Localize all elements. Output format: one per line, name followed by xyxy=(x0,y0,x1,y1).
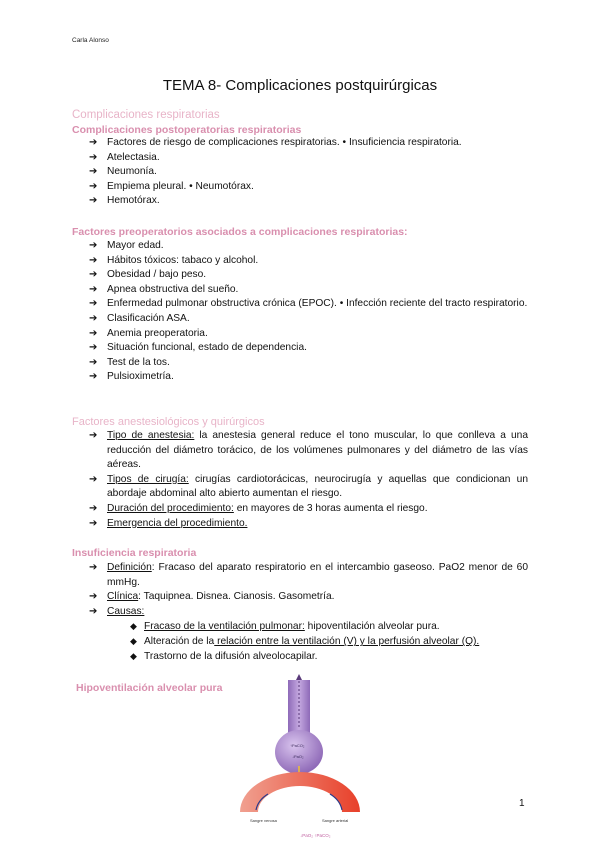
list-item: ➔ Hemotórax. xyxy=(72,194,528,209)
list-item xyxy=(72,634,528,649)
item-label: Definición xyxy=(107,562,152,573)
alveolus-co2-label: ↑PaCO₂ xyxy=(290,743,305,748)
item-label: Tipos de cirugía: xyxy=(107,473,189,485)
item-label: Clínica xyxy=(107,591,139,603)
section-heading: Insuficiencia respiratoria xyxy=(72,547,197,559)
list-item: ➔ Situación funcional, estado de dependencia. xyxy=(72,341,528,356)
section-heading-hypoventilation: Hipoventilación alveolar pura xyxy=(76,682,223,694)
list-item: ➔ Hábitos tóxicos: tabaco y alcohol. xyxy=(72,254,528,269)
bullet-list xyxy=(72,239,528,385)
item-pre: Alteración de la xyxy=(144,636,215,648)
bullet-list xyxy=(72,136,528,209)
page-number: 1 xyxy=(519,798,525,809)
list-item: ➔ Factores de riesgo de complicaciones respiratorias. • Insuficiencia respiratoria. xyxy=(72,136,528,151)
list-item: ➔ Anemia preoperatoria. xyxy=(72,327,528,342)
list-item xyxy=(72,517,528,532)
list-item: ➔ Apnea obstructiva del sueño. xyxy=(72,283,528,298)
list-item: ➔ Mayor edad. xyxy=(72,239,528,254)
item-label: relación entre la ventilación (V) y la perfusión alveolar (Q). xyxy=(214,636,480,648)
item-label: Emergencia del procedimiento. xyxy=(107,517,248,529)
list-item: ➔ Atelectasia. xyxy=(72,151,528,166)
item-text: cirugías cardiotorácicas, neurocirugía y aquellas que condicionan un abordaje abdominal alto abierto aumentan el riesgo. xyxy=(107,473,528,500)
list-item xyxy=(72,619,528,634)
item-text: en mayores de 3 horas aumenta el riesgo. xyxy=(233,502,428,514)
hypoventilation-diagram xyxy=(230,672,370,847)
list-item: ➔ Enfermedad pulmonar obstructiva crónica (EPOC). • Infección reciente del tracto respiratorio. xyxy=(72,297,528,312)
arrow-head-icon xyxy=(296,674,302,680)
figure-caption: ↓PaO₂ ↑PaCO₂ xyxy=(300,833,331,838)
item-pre: Trastorno de la difusión alveolocapilar. xyxy=(144,651,318,663)
item-text: : Fracaso del aparato respiratorio en el intercambio gaseoso. PaO2 menor de 60 mmHg. xyxy=(107,562,528,588)
item-label: Fracaso de la ventilación pulmonar: xyxy=(144,621,305,633)
list-item: ➔ Neumonía. xyxy=(72,165,528,180)
list-item xyxy=(72,429,528,473)
item-text: : Taquipnea. Disnea. Cianosis. Gasometría. xyxy=(138,591,335,603)
list-item: ➔ Test de la tos. xyxy=(72,356,528,371)
arterial-blood-label: Sangre arterial xyxy=(322,818,349,823)
list-item xyxy=(72,590,528,605)
list-item: ➔ Pulsioximetría. xyxy=(72,370,528,385)
section-heading-main: Complicaciones respiratorias xyxy=(72,109,220,121)
item-label: Tipo de anestesia: xyxy=(107,430,195,441)
list-item: ➔ Obesidad / bajo peso. xyxy=(72,268,528,283)
section-anesthesia-factors xyxy=(72,416,528,531)
causes-list xyxy=(72,619,528,664)
page-title: TEMA 8- Complicaciones postquirúrgicas xyxy=(162,77,438,94)
list-item xyxy=(72,473,528,502)
list-item: ➔ Empiema pleural. • Neumotórax. xyxy=(72,180,528,195)
section-postop-complications xyxy=(72,124,528,209)
alveolus-o2-label: ↓PaO₂ xyxy=(292,754,304,759)
item-text: la anestesia general reduce el tono muscular, lo que conlleva a una reducción del diámetro torácico, de los volúmenes pulmonares y del diámetro de las vías aéreas. xyxy=(107,430,528,471)
list-item xyxy=(72,605,528,620)
section-preop-factors xyxy=(72,226,528,385)
capillary-vessel xyxy=(240,772,360,812)
item-label: Duración del procedimiento: xyxy=(107,502,234,514)
alveolus-illustration xyxy=(230,672,370,842)
section-heading: Complicaciones postoperatorias respiratorias xyxy=(72,124,302,136)
item-label: Causas: xyxy=(107,605,145,617)
section-heading: Factores preoperatorios asociados a complicaciones respiratorias: xyxy=(72,226,408,238)
list-item xyxy=(72,649,528,664)
item-post: hipoventilación alveolar pura. xyxy=(304,621,440,633)
section-heading: Factores anestesiológicos y quirúrgicos xyxy=(72,416,265,428)
section-respiratory-failure xyxy=(72,547,528,664)
list-item xyxy=(72,502,528,517)
list-item xyxy=(72,561,528,590)
bullet-list xyxy=(72,429,528,531)
bullet-list xyxy=(72,561,528,619)
author-name: Carla Alonso xyxy=(72,37,109,44)
venous-blood-label: Sangre venosa xyxy=(250,818,277,823)
list-item: ➔ Clasificación ASA. xyxy=(72,312,528,327)
